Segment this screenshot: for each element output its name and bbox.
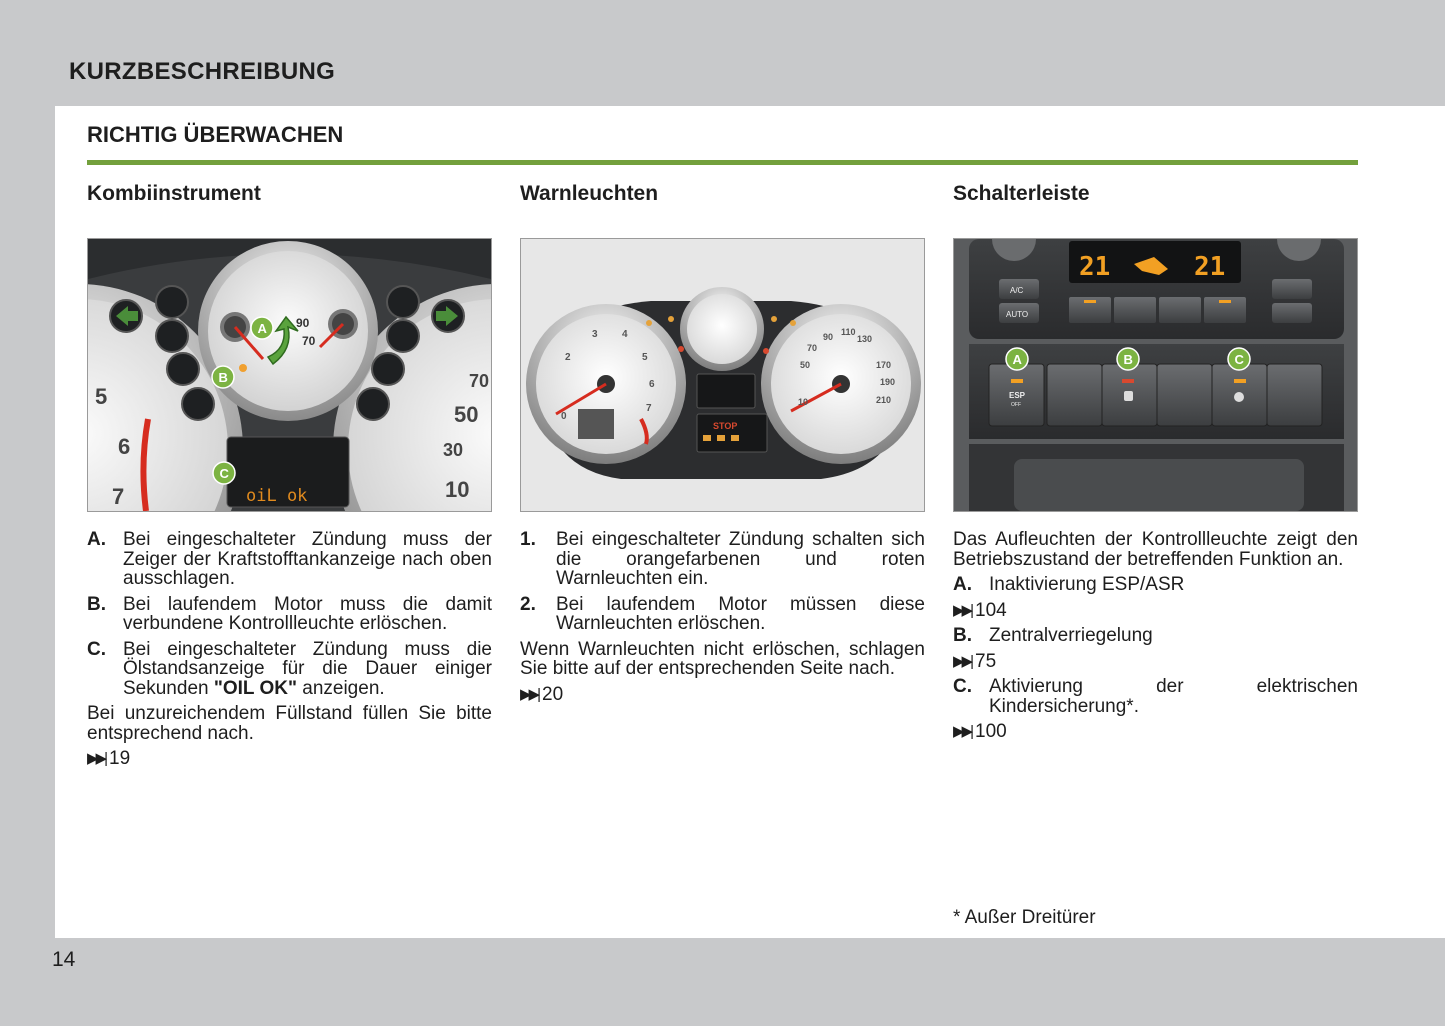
dial-mark: 90 xyxy=(823,332,834,342)
dial-mark: 70 xyxy=(469,371,490,391)
svg-text:C: C xyxy=(219,466,229,481)
instrument-cluster-photo xyxy=(87,238,492,512)
temp-left-display: 21 xyxy=(1079,252,1111,282)
label-b-badge xyxy=(212,366,234,388)
skip-forward-icon: ▶▶| xyxy=(953,723,971,740)
dial-mark: 210 xyxy=(876,395,892,405)
column-title: Warnleuchten xyxy=(520,182,659,205)
svg-text:B: B xyxy=(218,370,228,385)
ac-button-label: A/C xyxy=(1010,286,1024,295)
footnote: * Außer Dreitürer xyxy=(953,907,1096,928)
page-reference[interactable]: ▶▶| 19 xyxy=(87,748,131,769)
svg-text:B: B xyxy=(1123,352,1133,367)
skip-forward-icon: ▶▶| xyxy=(953,601,971,619)
esp-button-label: ESP xyxy=(1009,391,1026,400)
dial-mark: 0 xyxy=(561,411,567,422)
column-title: Kombiinstrument xyxy=(87,182,261,205)
list-item: C. Bei eingeschalteter Zündung muss die Ölstandsanzeige für die Dauer einiger Sekunden "OIL OK" anzeigen. xyxy=(87,638,492,699)
dial-mark: 50 xyxy=(800,360,811,370)
dial-mark: 130 xyxy=(857,334,873,344)
dial-mark: 70 xyxy=(302,334,316,348)
column-kombiinstrument xyxy=(87,180,492,775)
svg-text:A: A xyxy=(1012,352,1022,367)
list-item: B. Bei laufendem Motor muss die damit verbundene Kontrollleuchte erlöschen. xyxy=(87,593,492,634)
dial-mark: 2 xyxy=(565,352,571,363)
list-item: B. Zentralverriegelung xyxy=(953,625,1153,646)
page-reference[interactable]: ▶▶| 100 xyxy=(953,721,1007,742)
skip-forward-icon: ▶▶| xyxy=(520,685,538,703)
dial-mark: 50 xyxy=(454,402,479,427)
column-schalterleiste xyxy=(953,180,1358,748)
list-item: 2. Bei laufendem Motor müssen diese Warnleuchten erlöschen. xyxy=(520,593,925,634)
list-item: 1. Bei eingeschalteter Zündung schalten sich die orangefarbenen und roten Warnleuchten ein. xyxy=(520,529,925,589)
label-c-badge xyxy=(213,462,235,484)
label-a-badge xyxy=(251,317,273,339)
label-a-badge xyxy=(1006,348,1028,370)
dial-mark: 30 xyxy=(443,440,464,460)
note-text: Wenn Warnleuchten nicht erlöschen, schlagen Sie bitte auf der entsprechenden Seite nach. xyxy=(520,638,925,679)
dial-mark: 5 xyxy=(95,384,108,409)
switch-panel-photo xyxy=(953,238,1358,512)
note-text: Bei unzureichendem Füllstand füllen Sie bitte entsprechend nach. xyxy=(87,703,492,744)
dial-mark: 70 xyxy=(807,343,818,353)
temp-right-display: 21 xyxy=(1194,252,1226,282)
page-reference[interactable]: ▶▶| 104 xyxy=(953,599,1007,621)
list-item: A. Inaktivierung ESP/ASR xyxy=(953,574,1185,595)
dial-mark: 190 xyxy=(880,377,896,387)
page-reference[interactable]: ▶▶| 20 xyxy=(520,683,564,705)
section-divider xyxy=(87,160,1358,165)
column-warnleuchten xyxy=(520,180,925,710)
dial-mark: 3 xyxy=(592,329,598,340)
skip-forward-icon: ▶▶| xyxy=(87,750,105,767)
dial-mark: 7 xyxy=(112,484,125,509)
dial-mark: 7 xyxy=(646,403,652,414)
list-item: C. Aktivierung der elektrischen Kindersicherung*. xyxy=(953,676,1358,717)
dial-mark: 90 xyxy=(296,316,310,330)
dial-mark: 10 xyxy=(798,397,809,407)
chapter-title: KURZBESCHREIBUNG xyxy=(69,58,336,85)
page-reference[interactable]: ▶▶| 75 xyxy=(953,650,997,672)
skip-forward-icon: ▶▶| xyxy=(953,652,971,670)
intro-text: Das Aufleuchten der Kontrollleuchte zeigt den Betriebszustand der betreffenden Funktion an. xyxy=(953,529,1358,570)
svg-text:C: C xyxy=(1234,352,1244,367)
warning-lights-photo xyxy=(520,238,925,512)
dial-mark: 110 xyxy=(841,327,856,337)
label-c-badge xyxy=(1228,348,1250,370)
dial-mark: 10 xyxy=(445,477,470,502)
oil-ok-display: oiL ok xyxy=(246,486,308,506)
page-number: 14 xyxy=(52,948,76,971)
dial-mark: 170 xyxy=(876,360,892,370)
auto-button-label: AUTO xyxy=(1006,310,1029,319)
dial-mark: 4 xyxy=(622,329,628,340)
dial-mark: 6 xyxy=(118,434,131,459)
list-item: A. Bei eingeschalteter Zündung muss der Zeiger der Kraftstofftankanzeige nach oben ausschlagen. xyxy=(87,529,492,589)
section-title: RICHTIG ÜBERWACHEN xyxy=(87,122,344,147)
esp-off-label: OFF xyxy=(1011,402,1021,408)
svg-text:A: A xyxy=(257,321,267,336)
dial-mark: 6 xyxy=(649,379,655,390)
label-b-badge xyxy=(1117,348,1139,370)
stop-warning: STOP xyxy=(713,421,738,431)
dial-mark: 5 xyxy=(642,352,648,363)
column-title: Schalterleiste xyxy=(953,182,1090,205)
